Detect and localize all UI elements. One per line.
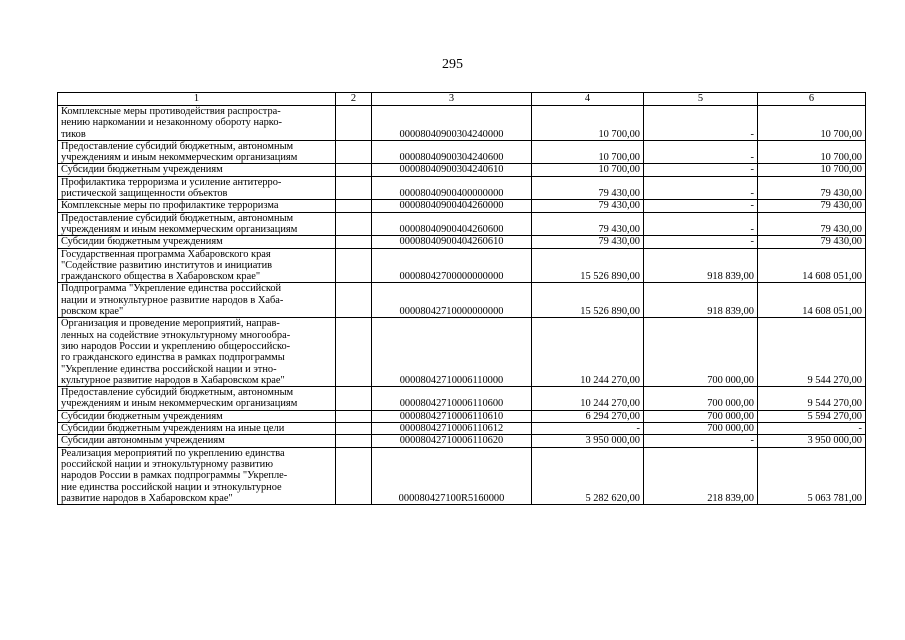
item-name-cell: Субсидии бюджетным учреждениям [58,410,336,422]
item-name-cell: Реализация мероприятий по укреплению единства российской нации и этнокультурному развитию народов России в рамках подпрограммы "Укрепле- ние единства российской нации и этнокультурное развитие народов в Хабаровском крае" [58,447,336,504]
item-name-cell: Организация и проведение мероприятий, направ- ленных на содействие этнокультурному многообра- зию народов России и укреплению общероссийско- го гражданского единства в рамках подпрограммы "Укрепление единства российской нации и этно- культурное развитие народов в Хабаровском крае" [58,318,336,387]
column-2-cell [336,447,372,504]
amount-col5-cell: 918 839,00 [644,283,758,318]
amount-col4-cell: 10 244 270,00 [532,318,644,387]
budget-table [57,92,866,505]
amount-col4-cell: 79 430,00 [532,236,644,248]
amount-col4-cell: 79 430,00 [532,212,644,236]
column-2-cell [336,410,372,422]
table-row [58,248,866,283]
column-2-cell [336,106,372,141]
column-2-cell [336,176,372,200]
classification-code-cell: 00008042710006110600 [372,387,532,411]
amount-col6-cell: 79 430,00 [758,176,866,200]
page-number: 295 [442,57,463,72]
classification-code-cell: 00008042710006110610 [372,410,532,422]
column-header: 6 [758,93,866,106]
item-name-cell: Предоставление субсидий бюджетным, автономным учреждениям и иным некоммерческим организациям [58,212,336,236]
amount-col6-cell: 14 608 051,00 [758,248,866,283]
amount-col6-cell: 9 544 270,00 [758,387,866,411]
amount-col5-cell: - [644,236,758,248]
table-row [58,236,866,248]
amount-col5-cell: 918 839,00 [644,248,758,283]
column-header: 1 [58,93,336,106]
amount-col4-cell: - [532,423,644,435]
amount-col4-cell: 15 526 890,00 [532,248,644,283]
table-header-row [58,93,866,106]
amount-col6-cell: 79 430,00 [758,236,866,248]
amount-col5-cell: 700 000,00 [644,318,758,387]
amount-col4-cell: 10 700,00 [532,164,644,176]
classification-code-cell: 00008042700000000000 [372,248,532,283]
item-name-cell: Профилактика терроризма и усиление антитерро- ристической защищенности объектов [58,176,336,200]
table-row [58,318,866,387]
amount-col5-cell: - [644,140,758,164]
classification-code-cell: 00008040900400000000 [372,176,532,200]
table-row [58,283,866,318]
amount-col6-cell: 10 700,00 [758,140,866,164]
table-row [58,410,866,422]
column-2-cell [336,435,372,447]
amount-col6-cell: 10 700,00 [758,164,866,176]
classification-code-cell: 00008040900304240600 [372,140,532,164]
amount-col4-cell: 79 430,00 [532,176,644,200]
table-row [58,176,866,200]
column-2-cell [336,236,372,248]
amount-col4-cell: 15 526 890,00 [532,283,644,318]
amount-col6-cell: 79 430,00 [758,200,866,212]
table-row [58,212,866,236]
amount-col6-cell: 79 430,00 [758,212,866,236]
column-header: 4 [532,93,644,106]
amount-col5-cell: - [644,200,758,212]
classification-code-cell: 00008040900404260610 [372,236,532,248]
amount-col5-cell: 700 000,00 [644,410,758,422]
column-2-cell [336,212,372,236]
item-name-cell: Субсидии бюджетным учреждениям [58,236,336,248]
amount-col5-cell: - [644,435,758,447]
amount-col6-cell: 10 700,00 [758,106,866,141]
amount-col4-cell: 10 700,00 [532,140,644,164]
item-name-cell: Субсидии бюджетным учреждениям на иные цели [58,423,336,435]
table-row [58,140,866,164]
table-row [58,387,866,411]
classification-code-cell: 00008042710006110620 [372,435,532,447]
column-header: 3 [372,93,532,106]
table-row [58,447,866,504]
classification-code-cell: 00008040900304240610 [372,164,532,176]
amount-col5-cell: - [644,176,758,200]
column-2-cell [336,423,372,435]
amount-col6-cell: 5 063 781,00 [758,447,866,504]
amount-col4-cell: 10 244 270,00 [532,387,644,411]
amount-col6-cell: 5 594 270,00 [758,410,866,422]
item-name-cell: Предоставление субсидий бюджетным, автономным учреждениям и иным некоммерческим организациям [58,140,336,164]
classification-code-cell: 00008042710000000000 [372,283,532,318]
amount-col5-cell: 218 839,00 [644,447,758,504]
item-name-cell: Субсидии бюджетным учреждениям [58,164,336,176]
item-name-cell: Государственная программа Хабаровского края "Содействие развитию институтов и инициатив гражданского общества в Хабаровском крае" [58,248,336,283]
column-2-cell [336,283,372,318]
column-2-cell [336,387,372,411]
classification-code-cell: 00008040900404260600 [372,212,532,236]
table-row [58,423,866,435]
table-body [58,106,866,505]
amount-col6-cell: - [758,423,866,435]
amount-col4-cell: 6 294 270,00 [532,410,644,422]
classification-code-cell: 00008042710006110000 [372,318,532,387]
item-name-cell: Комплексные меры по профилактике терроризма [58,200,336,212]
amount-col6-cell: 14 608 051,00 [758,283,866,318]
column-2-cell [336,164,372,176]
table-row [58,200,866,212]
classification-code-cell: 000080427100R5160000 [372,447,532,504]
classification-code-cell: 00008040900404260000 [372,200,532,212]
amount-col5-cell: - [644,212,758,236]
amount-col5-cell: - [644,164,758,176]
classification-code-cell: 00008040900304240000 [372,106,532,141]
column-2-cell [336,140,372,164]
item-name-cell: Предоставление субсидий бюджетным, автономным учреждениям и иным некоммерческим организациям [58,387,336,411]
table-row [58,106,866,141]
table-row [58,435,866,447]
item-name-cell: Субсидии автономным учреждениям [58,435,336,447]
table-row [58,164,866,176]
item-name-cell: Комплексные меры противодействия распростра- нению наркомании и незаконному обороту нарко- тиков [58,106,336,141]
item-name-cell: Подпрограмма "Укрепление единства российской нации и этнокультурное развитие народов в Хаба- ровском крае" [58,283,336,318]
amount-col5-cell: - [644,106,758,141]
amount-col5-cell: 700 000,00 [644,387,758,411]
amount-col4-cell: 10 700,00 [532,106,644,141]
classification-code-cell: 00008042710006110612 [372,423,532,435]
column-header: 2 [336,93,372,106]
column-2-cell [336,200,372,212]
amount-col5-cell: 700 000,00 [644,423,758,435]
amount-col4-cell: 3 950 000,00 [532,435,644,447]
column-2-cell [336,248,372,283]
amount-col6-cell: 3 950 000,00 [758,435,866,447]
column-2-cell [336,318,372,387]
amount-col6-cell: 9 544 270,00 [758,318,866,387]
column-header: 5 [644,93,758,106]
amount-col4-cell: 79 430,00 [532,200,644,212]
amount-col4-cell: 5 282 620,00 [532,447,644,504]
